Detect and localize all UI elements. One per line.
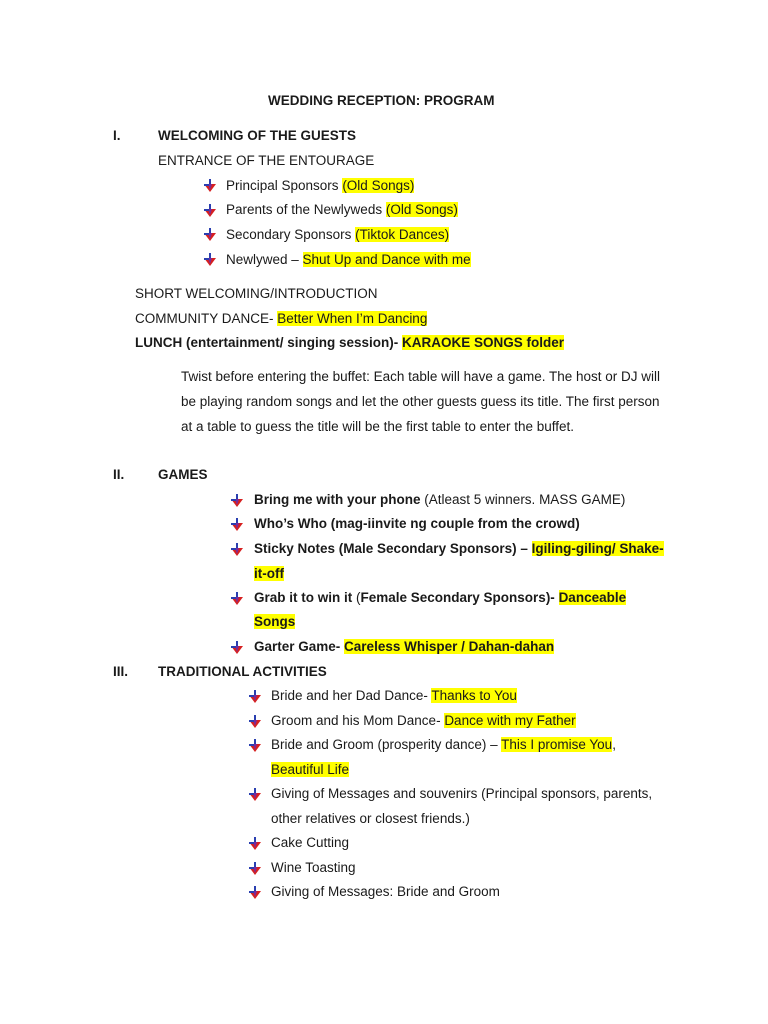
document-title: WEDDING RECEPTION: PROGRAM xyxy=(268,93,495,108)
list-item: Grab it to win it (Female Secondary Sponsors)- Danceable xyxy=(254,590,627,605)
list-item: Bride and her Dad Dance- Thanks to You xyxy=(271,688,517,703)
bullet-arrow-icon xyxy=(248,837,262,851)
bullet-arrow-icon xyxy=(203,253,217,267)
bullet-arrow-icon xyxy=(230,543,244,557)
list-item: Wine Toasting xyxy=(271,860,356,875)
list-item: Cake Cutting xyxy=(271,835,350,850)
list-item: Giving of Messages: Bride and Groom xyxy=(271,884,500,899)
list-item: Bride and Groom (prosperity dance) – This I promise You, xyxy=(271,737,616,752)
bullet-arrow-icon xyxy=(230,518,244,532)
list-item-continuation: it-off xyxy=(254,566,284,581)
bullet-arrow-icon xyxy=(248,690,262,704)
section-2-numeral: II. xyxy=(113,467,125,482)
section-1-heading: WELCOMING OF THE GUESTS xyxy=(158,128,356,143)
twist-paragraph-line: at a table to guess the title will be the first table to enter the buffet. xyxy=(181,419,574,434)
list-item: Garter Game- Careless Whisper / Dahan-dahan xyxy=(254,639,555,654)
section-2-heading: GAMES xyxy=(158,467,208,482)
list-item: Parents of the Newlyweds (Old Songs) xyxy=(226,202,458,217)
bullet-arrow-icon xyxy=(248,862,262,876)
twist-paragraph-line: be playing random songs and let the other guests guess its title. The first person xyxy=(181,394,660,409)
list-item-continuation: other relatives or closest friends.) xyxy=(271,811,470,826)
section-3-numeral: III. xyxy=(113,664,129,679)
bullet-arrow-icon xyxy=(230,592,244,606)
list-item-continuation: Beautiful Life xyxy=(271,762,350,777)
list-item-continuation: Songs xyxy=(254,614,296,629)
community-dance: COMMUNITY DANCE- Better When I’m Dancing xyxy=(135,311,428,326)
list-item: Secondary Sponsors (Tiktok Dances) xyxy=(226,227,450,242)
bullet-arrow-icon xyxy=(230,641,244,655)
entourage-subheading: ENTRANCE OF THE ENTOURAGE xyxy=(158,153,375,168)
list-item: Newlywed – Shut Up and Dance with me xyxy=(226,252,471,267)
bullet-arrow-icon xyxy=(203,228,217,242)
list-item: Giving of Messages and souvenirs (Principal sponsors, parents, xyxy=(271,786,653,801)
list-item: Bring me with your phone (Atleast 5 winners. MASS GAME) xyxy=(254,492,626,507)
bullet-arrow-icon xyxy=(203,179,217,193)
section-3-heading: TRADITIONAL ACTIVITIES xyxy=(158,664,327,679)
twist-paragraph-line: Twist before entering the buffet: Each table will have a game. The host or DJ will xyxy=(181,369,661,384)
bullet-arrow-icon xyxy=(248,886,262,900)
bullet-arrow-icon xyxy=(248,715,262,729)
bullet-arrow-icon xyxy=(248,739,262,753)
list-item: Sticky Notes (Male Secondary Sponsors) – Igiling-giling/ Shake- xyxy=(254,541,664,556)
bullet-arrow-icon xyxy=(248,788,262,802)
lunch-line: LUNCH (entertainment/ singing session)- KARAOKE SONGS folder xyxy=(135,335,565,350)
list-item: Principal Sponsors (Old Songs) xyxy=(226,178,415,193)
bullet-arrow-icon xyxy=(230,494,244,508)
section-1-numeral: I. xyxy=(113,128,121,143)
short-welcoming: SHORT WELCOMING/INTRODUCTION xyxy=(135,286,378,301)
bullet-arrow-icon xyxy=(203,204,217,218)
list-item: Groom and his Mom Dance- Dance with my Father xyxy=(271,713,576,728)
list-item: Who’s Who (mag-iinvite ng couple from the crowd) xyxy=(254,516,580,531)
